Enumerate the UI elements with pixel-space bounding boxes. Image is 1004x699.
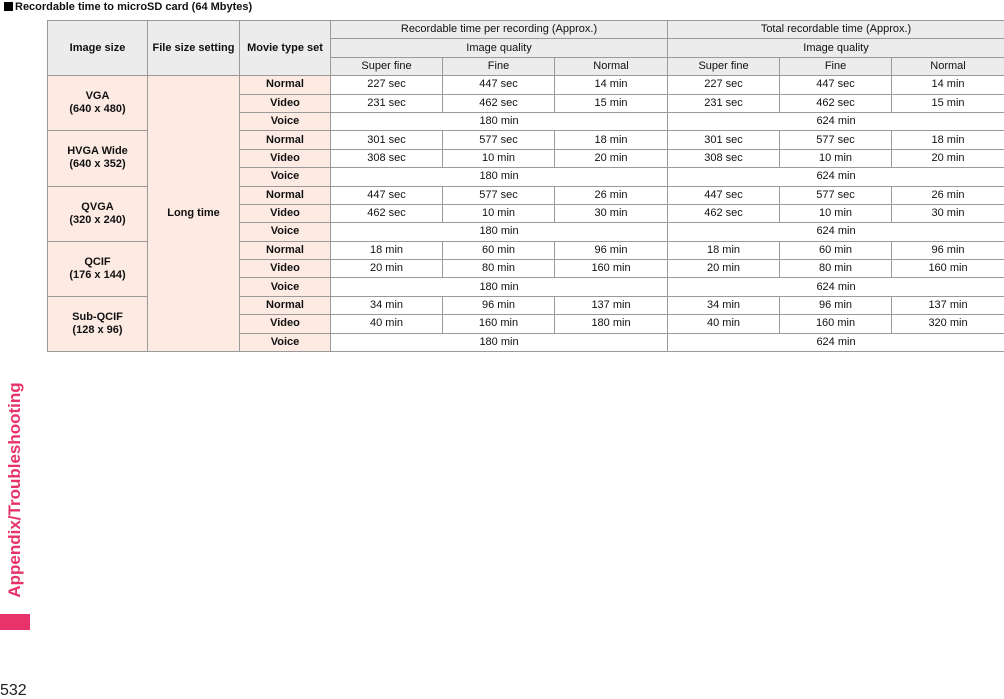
value-cell: 80 min: [443, 260, 555, 278]
value-cell: 160 min: [780, 315, 892, 333]
section-title: Recordable time to microSD card (64 Mbytes): [15, 1, 253, 13]
movie-type-cell: Voice: [240, 112, 331, 130]
movie-type-cell: Video: [240, 260, 331, 278]
value-cell: 447 sec: [443, 76, 555, 94]
value-cell: 301 sec: [331, 131, 443, 149]
value-cell: 320 min: [892, 315, 1004, 333]
value-cell: 10 min: [780, 204, 892, 222]
value-cell: 14 min: [892, 76, 1004, 94]
header-quality-total-super-fine: Super fine: [668, 57, 780, 75]
value-cell: 96 min: [780, 296, 892, 314]
side-tab-label: Appendix/Troubleshooting: [5, 382, 24, 598]
value-cell: 462 sec: [331, 204, 443, 222]
value-cell: 34 min: [331, 296, 443, 314]
image-size-dims: (640 x 480): [69, 103, 126, 116]
header-quality-per-fine: Fine: [443, 57, 555, 75]
header-total: Total recordable time (Approx.): [668, 21, 1004, 39]
header-file-size-setting: File size setting: [148, 21, 240, 76]
value-cell-merged: 180 min: [331, 333, 668, 351]
value-cell-merged: 180 min: [331, 223, 668, 241]
value-cell: 462 sec: [668, 204, 780, 222]
movie-type-cell: Normal: [240, 186, 331, 204]
value-cell: 34 min: [668, 296, 780, 314]
value-cell: 462 sec: [780, 94, 892, 112]
image-size-name: VGA: [85, 90, 110, 103]
value-cell: 26 min: [555, 186, 668, 204]
side-section-tab: [0, 372, 30, 630]
image-size-name: HVGA Wide: [67, 145, 128, 158]
value-cell: 447 sec: [331, 186, 443, 204]
value-cell: 10 min: [443, 149, 555, 167]
value-cell-merged: 624 min: [668, 333, 1004, 351]
image-size-cell: [48, 241, 148, 296]
value-cell-merged: 624 min: [668, 223, 1004, 241]
value-cell: 227 sec: [331, 76, 443, 94]
value-cell: 10 min: [443, 204, 555, 222]
value-cell: 231 sec: [331, 94, 443, 112]
value-cell: 308 sec: [331, 149, 443, 167]
value-cell: 577 sec: [780, 131, 892, 149]
movie-type-cell: Voice: [240, 168, 331, 186]
value-cell: 20 min: [555, 149, 668, 167]
value-cell: 160 min: [555, 260, 668, 278]
value-cell: 18 min: [892, 131, 1004, 149]
value-cell: 447 sec: [668, 186, 780, 204]
value-cell: 30 min: [892, 204, 1004, 222]
value-cell: 137 min: [892, 296, 1004, 314]
image-size-dims: (640 x 352): [69, 158, 126, 171]
value-cell-merged: 624 min: [668, 168, 1004, 186]
header-quality-total-normal: Normal: [892, 57, 1004, 75]
value-cell: 20 min: [892, 149, 1004, 167]
value-cell: 40 min: [668, 315, 780, 333]
value-cell: 96 min: [443, 296, 555, 314]
value-cell: 577 sec: [443, 186, 555, 204]
value-cell: 227 sec: [668, 76, 780, 94]
header-quality-per-normal: Normal: [555, 57, 668, 75]
black-square-bullet-icon: [4, 2, 13, 11]
page-number: 532: [0, 682, 27, 699]
image-size-name: QCIF: [84, 255, 111, 268]
movie-type-cell: Video: [240, 204, 331, 222]
value-cell: 20 min: [668, 260, 780, 278]
movie-type-cell: Normal: [240, 241, 331, 259]
value-cell-merged: 180 min: [331, 278, 668, 296]
file-size-setting-cell: Long time: [148, 76, 240, 352]
value-cell: 26 min: [892, 186, 1004, 204]
movie-type-cell: Video: [240, 149, 331, 167]
image-size-name: QVGA: [81, 200, 114, 213]
image-size-cell: [48, 186, 148, 241]
movie-type-cell: Voice: [240, 223, 331, 241]
value-cell: 15 min: [892, 94, 1004, 112]
image-size-cell: [48, 131, 148, 186]
value-cell: 60 min: [780, 241, 892, 259]
value-cell-merged: 180 min: [331, 112, 668, 130]
value-cell: 15 min: [555, 94, 668, 112]
header-image-size: Image size: [48, 21, 148, 76]
value-cell: 60 min: [443, 241, 555, 259]
table-row: [48, 76, 1004, 94]
header-movie-type-set: Movie type set: [240, 21, 331, 76]
value-cell: 96 min: [892, 241, 1004, 259]
section-heading: [4, 0, 252, 14]
recordable-time-table: [47, 20, 1004, 352]
value-cell: 10 min: [780, 149, 892, 167]
value-cell: 14 min: [555, 76, 668, 94]
movie-type-cell: Video: [240, 315, 331, 333]
value-cell: 18 min: [555, 131, 668, 149]
value-cell-merged: 624 min: [668, 112, 1004, 130]
image-size-dims: (128 x 96): [72, 323, 123, 336]
value-cell: 577 sec: [780, 186, 892, 204]
movie-type-cell: Voice: [240, 278, 331, 296]
value-cell: 447 sec: [780, 76, 892, 94]
value-cell: 80 min: [780, 260, 892, 278]
movie-type-cell: Normal: [240, 296, 331, 314]
value-cell: 20 min: [331, 260, 443, 278]
movie-type-cell: Video: [240, 94, 331, 112]
value-cell: 462 sec: [443, 94, 555, 112]
value-cell: 96 min: [555, 241, 668, 259]
value-cell: 308 sec: [668, 149, 780, 167]
header-quality-total-fine: Fine: [780, 57, 892, 75]
value-cell: 301 sec: [668, 131, 780, 149]
value-cell: 231 sec: [668, 94, 780, 112]
movie-type-cell: Normal: [240, 131, 331, 149]
value-cell: 18 min: [668, 241, 780, 259]
movie-type-cell: Normal: [240, 76, 331, 94]
value-cell: 160 min: [892, 260, 1004, 278]
movie-type-cell: Voice: [240, 333, 331, 351]
value-cell: 160 min: [443, 315, 555, 333]
value-cell: 180 min: [555, 315, 668, 333]
side-tab-marker: [0, 614, 30, 630]
header-image-quality-total: Image quality: [668, 39, 1004, 57]
value-cell-merged: 624 min: [668, 278, 1004, 296]
header-quality-per-super-fine: Super fine: [331, 57, 443, 75]
value-cell: 577 sec: [443, 131, 555, 149]
image-size-dims: (176 x 144): [69, 268, 126, 281]
header-image-quality-per: Image quality: [331, 39, 668, 57]
image-size-cell: [48, 76, 148, 131]
image-size-name: Sub-QCIF: [72, 310, 123, 323]
image-size-cell: [48, 296, 148, 351]
header-per-recording: Recordable time per recording (Approx.): [331, 21, 668, 39]
value-cell: 30 min: [555, 204, 668, 222]
value-cell: 40 min: [331, 315, 443, 333]
image-size-dims: (320 x 240): [69, 213, 126, 226]
value-cell-merged: 180 min: [331, 168, 668, 186]
value-cell: 137 min: [555, 296, 668, 314]
value-cell: 18 min: [331, 241, 443, 259]
